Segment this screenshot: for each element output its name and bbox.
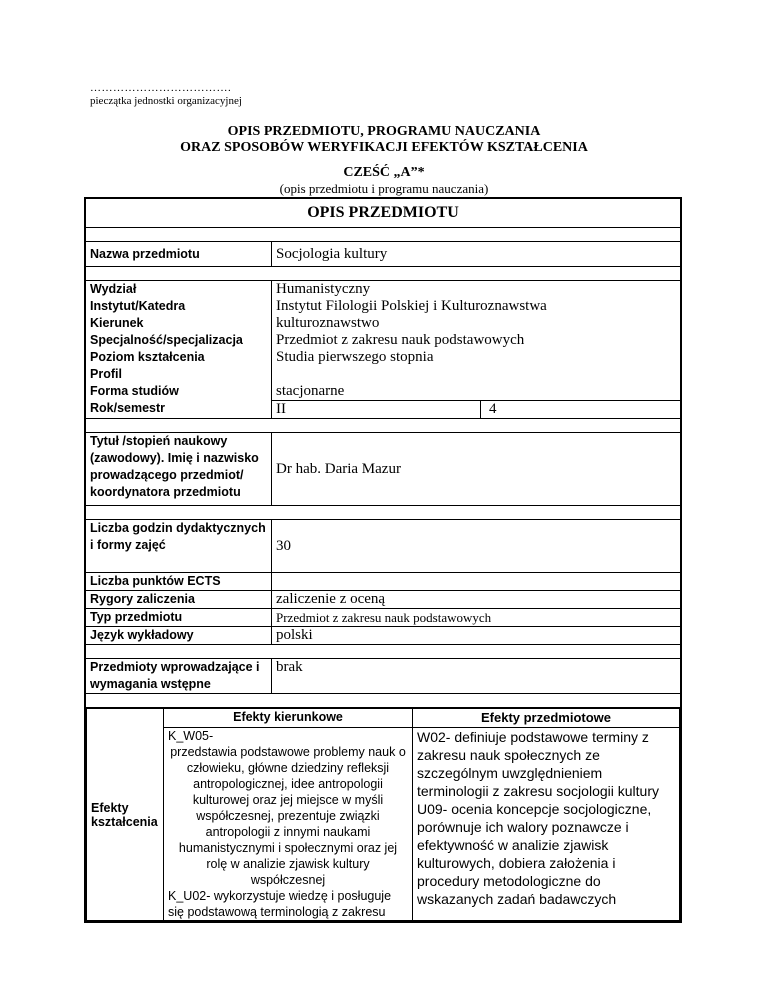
jezyk-label: Język wykładowy <box>85 627 272 645</box>
effects-row <box>85 708 681 923</box>
wprow-value: brak <box>272 659 682 694</box>
table-heading-row <box>85 198 681 228</box>
godziny-label: Liczba godzin dydaktycznych i formy zajęć <box>85 520 272 573</box>
info-label: Kierunek <box>90 316 144 330</box>
table-row <box>85 242 681 267</box>
table-row <box>85 520 681 573</box>
stamp-dots: ………………………………. <box>90 82 232 94</box>
info-value: Przedmiot z zakresu nauk podstawowych <box>276 332 525 348</box>
tytul-label: Tytuł /stopień naukowy (zawodowy). Imię i nazwisko prowadzącego przedmiot/ koordynatora przedmiotu <box>85 433 272 506</box>
course-description-table <box>84 197 682 923</box>
wprow-label: Przedmioty wprowadzające i wymagania wstępne <box>85 659 272 694</box>
ects-value <box>272 573 682 591</box>
doc-title-line1: OPIS PRZEDMIOTU, PROGRAMU NAUCZANIA <box>227 124 541 139</box>
info-value: Instytut Filologii Polskiej i Kulturoznawstwa <box>276 298 547 314</box>
rygory-label: Rygory zaliczenia <box>85 591 272 609</box>
rygory-value: zaliczenie z oceną <box>272 591 682 609</box>
doc-title-line2: ORAZ SPOSOBÓW WERYFIKACJI EFEKTÓW KSZTAŁCENIA <box>180 140 588 155</box>
table-row <box>85 591 681 609</box>
part-title: CZEŚĆ „A”* <box>343 165 425 180</box>
tytul-value: Dr hab. Daria Mazur <box>272 433 682 506</box>
efekty-kier-text2: K_U02- wykorzystuje wiedzę i posługuje się podstawową terminologią z zakresu <box>168 889 392 919</box>
stamp-caption: pieczątka jednostki organizacyjnej <box>90 95 242 107</box>
efekty-kier-code: K_W05- <box>168 729 214 743</box>
efekty-przed-text: W02- definiuje podstawowe terminy z zakresu nauk społecznych ze szczególnym uwzględnieniem terminologii z zakresu socjologii kultury <box>417 729 659 799</box>
efekty-kier-text: przedstawia podstawowe problemy nauk o człowieku, główne dziedziny refleksji antropologicznej, idee antropologii kulturowej oraz jej miejsce w myśli współczesnej, prezentuje związki antropologii z innymi naukami humanistycznymi i społecznymi oraz jej rolę w analizie zjawisk kultury współczesnej <box>170 745 406 887</box>
info-value: stacjonarne <box>276 383 345 399</box>
jezyk-value: polski <box>272 627 682 645</box>
efekty-przed-text2: U09- ocenia koncepcje socjologiczne, porównuje ich walory poznawcze i efektywność w analizie zjawisk kulturowych, dobiera założenia i procedury metodologiczne do wskazanych zadań badawczych <box>417 801 652 907</box>
efekty-kier-head: Efekty kierunkowe <box>164 709 413 728</box>
efekty-przed-body <box>413 728 680 921</box>
nazwa-value: Socjologia kultury <box>272 242 682 267</box>
semester-value: 4 <box>489 401 497 417</box>
table-row <box>85 659 681 694</box>
info-value <box>272 366 680 383</box>
year-value: II <box>272 401 481 418</box>
table-row <box>85 573 681 591</box>
efekty-przed-head: Efekty przedmiotowe <box>413 709 680 728</box>
table-row <box>85 609 681 627</box>
table-row <box>85 627 681 645</box>
info-value: kulturoznawstwo <box>276 315 380 331</box>
info-value: Studia pierwszego stopnia <box>276 349 434 365</box>
godziny-value: 30 <box>272 520 682 573</box>
info-values <box>272 281 682 419</box>
info-label: Specjalność/specjalizacja <box>90 333 243 347</box>
year-semester-row <box>272 400 680 418</box>
info-label: Profil <box>90 367 122 381</box>
info-label: Rok/semestr <box>90 401 166 415</box>
ects-label: Liczba punktów ECTS <box>85 573 272 591</box>
info-label: Forma studiów <box>90 384 179 398</box>
typ-label: Typ przedmiotu <box>85 609 272 627</box>
effects-table <box>86 708 680 921</box>
info-label: Wydział <box>90 282 137 296</box>
info-label: Poziom kształcenia <box>90 350 205 364</box>
info-label: Instytut/Katedra <box>90 299 186 313</box>
info-labels <box>85 281 272 419</box>
table-row <box>85 433 681 506</box>
part-subtitle: (opis przedmiotu i programu nauczania) <box>279 181 489 196</box>
info-value: Humanistyczny <box>276 281 371 297</box>
nazwa-label: Nazwa przedmiotu <box>85 242 272 267</box>
efekty-kier-body <box>164 728 413 921</box>
table-row <box>85 281 681 419</box>
efekty-label: Efekty kształcenia <box>87 709 164 921</box>
table-heading: OPIS PRZEDMIOTU <box>85 198 681 228</box>
typ-value: Przedmiot z zakresu nauk podstawowych <box>272 609 682 627</box>
